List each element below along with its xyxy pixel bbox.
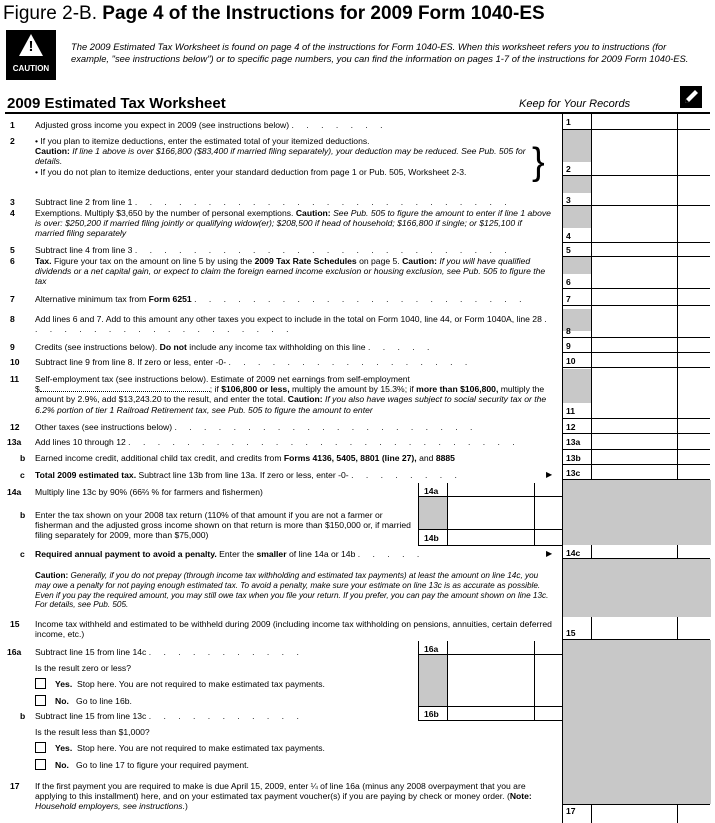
line-8-text: Add lines 6 and 7. Add to this amount any other taxes you expect to include in the total on Form 1040, line 44, or Form 1040A, line 28 . . . . . . . . . . . . . . . . . . . <box>35 314 552 335</box>
box-label: 14c <box>566 548 581 558</box>
inner-rule <box>447 483 448 545</box>
row-rule <box>562 129 710 130</box>
line-7-text: Alternative minimum tax from Form 6251 . . . . . . . . . . . . . . . . . . . . . . . <box>35 294 527 304</box>
box-label: 2 <box>566 164 571 174</box>
arrow-right-icon: ▶ <box>546 470 553 479</box>
row-rule <box>562 479 710 480</box>
title-text: Page 4 of the Instructions for 2009 Form 1040-ES <box>102 3 545 24</box>
no-option-16b <box>55 760 555 770</box>
line-text: Adjusted gross income you expect in 2009 (see instructions below) <box>35 120 290 130</box>
caution-label: CAUTION <box>12 64 50 73</box>
no-checkbox-16a[interactable] <box>35 695 46 706</box>
line-15-text <box>35 619 555 639</box>
caution-lead: Caution: <box>35 146 70 157</box>
arrow-right-icon: ▶ <box>546 549 553 558</box>
line-text: If the first payment you are required to make is due April 15, 2009, enter ¼ of line 16a (minus any 2008 overpayment that you are applying to this installment) here, and on your estimated tax payment voucher(s) if you are paying by check or money order. ( <box>35 781 526 802</box>
inner-rule <box>534 483 535 545</box>
line-text: Subtract line 4 from line 3 <box>35 245 133 255</box>
box-label: 14a <box>424 486 439 496</box>
line-text: Self-employment tax (see instructions below). Estimate of 2009 net earnings from self-employment <box>35 374 410 384</box>
line-number: 9 <box>10 342 15 352</box>
line-1-text: Adjusted gross income you expect in 2009 (see instructions below) . . . . . . . <box>35 120 388 130</box>
caution-block <box>35 571 555 610</box>
inner-rule <box>418 720 563 721</box>
caution-lead: Caution: <box>35 571 69 580</box>
line-text: Income tax withheld and estimated to be withheld during 2009 (including income tax withholding on pensions, annuities, certain deferred income, etc.) <box>35 619 552 640</box>
line-number: 16a <box>7 647 22 657</box>
line-number: 17 <box>10 781 20 791</box>
caution-text: See Pub. 505 to figure the amount to enter if line 1 above is over: $250,200 if married filing jointly or qualifying widow(er); $208,500 if head of household; $166,800 if single; or $125,100 if married filing separately <box>35 208 551 239</box>
line-number: b <box>20 510 26 520</box>
worksheet-top-rule <box>5 112 710 114</box>
line-bold: 2009 Tax Rate Schedules <box>254 256 357 266</box>
line-number: 7 <box>10 294 15 304</box>
line-bold: $106,800 or less, <box>221 384 290 395</box>
caution-lead: Caution: <box>295 208 331 218</box>
line-text: Other taxes (see instructions below) <box>35 422 173 432</box>
line-text: Exemptions. Multiply $3,650 by the number of personal exemptions. <box>35 208 294 218</box>
shade-block <box>563 176 591 193</box>
line-6-text <box>35 256 553 287</box>
line-11-text <box>35 374 553 415</box>
box-label: 1 <box>566 117 571 127</box>
box-label: 3 <box>566 195 571 205</box>
line-number: c <box>20 470 25 480</box>
line-number: 11 <box>10 374 20 384</box>
line-text: If you do not plan to itemize deductions, enter your standard deduction from page 1 or Pub. 505, Worksheet 2-3. <box>40 166 467 177</box>
row-rule <box>562 464 710 465</box>
caution-lead: Caution: <box>402 256 437 266</box>
row-rule <box>562 242 710 243</box>
shade-block <box>563 640 711 804</box>
line-4-text <box>35 208 553 239</box>
row-rule <box>562 175 710 176</box>
line-italic: Household employers, see instructions. <box>35 801 185 812</box>
option-text: Go to line 17 to figure your required payment. <box>76 760 249 770</box>
line-number: 6 <box>10 256 15 266</box>
row-rule <box>562 288 710 289</box>
row-rule <box>562 433 710 434</box>
line-number: b <box>20 453 26 463</box>
line-number: c <box>20 549 25 559</box>
yes-checkbox-16a[interactable] <box>35 678 46 689</box>
line-number: 12 <box>10 422 20 432</box>
row-rule <box>562 804 710 805</box>
line-text: multiply the amount by 2.9%, add $13,243.20 to the result, and enter the total. <box>35 384 545 405</box>
option-label: No. <box>55 760 69 770</box>
inner-rule <box>418 641 419 720</box>
line-bold: Total 2009 estimated tax. <box>35 470 137 480</box>
line-text: Subtract line 15 from line 13c <box>35 711 147 721</box>
line-text: and <box>419 453 434 463</box>
line-text: Figure your tax on the amount on line 5 by using the <box>53 256 253 266</box>
box-label: 13c <box>566 468 581 478</box>
line-number: b <box>20 711 26 721</box>
box-label: 10 <box>566 356 576 366</box>
box-label: 16b <box>424 709 439 719</box>
box-label: 7 <box>566 294 571 304</box>
line-text: Add lines 10 through 12 <box>35 437 126 447</box>
worksheet-title: 2009 Estimated Tax Worksheet <box>7 95 226 112</box>
inner-rule <box>418 706 563 707</box>
shade-block <box>563 559 711 617</box>
line-text: Earned income credit, additional child tax credit, and credits from <box>35 453 282 463</box>
line-9-text: Credits (see instructions below). Do not include any income tax withholding on this line . . . . . <box>35 342 435 352</box>
shade-block <box>419 655 447 706</box>
line-2-text: • If you plan to itemize deductions, enter the estimated total of your itemized deductions. Caution: If line 1 above is over $166,800 ($83,400 if married filing separately), your deduction may be reduced. See Pub. 505 for details. • If you do not plan to itemize deductions, enter your standard deduction from page 1 or Pub. 505, Worksheet 2-3. <box>35 136 526 177</box>
row-rule <box>562 639 710 640</box>
line-14c-text: Required annual payment to avoid a penalty. Enter the smaller of line 14a or 14b . . . . . <box>35 549 425 559</box>
row-rule <box>562 558 710 559</box>
shade-block <box>563 206 591 228</box>
line-text: Subtract line 13b from line 13a. If zero or less, enter -0- <box>138 470 349 480</box>
row-rule <box>562 352 710 353</box>
line-14a-text <box>35 487 415 497</box>
line-13c-text: Total 2009 estimated tax. Subtract line 13b from line 13a. If zero or less, enter -0- . . . . . . . . <box>35 470 462 480</box>
page-title <box>3 3 545 25</box>
line-bold: 8885 <box>435 453 455 463</box>
shade-block <box>563 369 591 403</box>
line-text: Credits (see instructions below). <box>35 342 158 352</box>
option-label: Yes. <box>55 679 73 689</box>
yes-option-16b <box>55 743 555 753</box>
line-text: Subtract line 15 from line 14c <box>35 647 147 657</box>
caution-icon <box>6 30 56 80</box>
inner-rule <box>418 483 419 545</box>
box-label: 13a <box>566 437 581 447</box>
keep-note: Keep for Your Records <box>519 98 631 110</box>
line-5-text: Subtract line 4 from line 3 . . . . . . . . . . . . . . . . . . . . . . . . . . <box>35 245 512 255</box>
intro-text: The 2009 Estimated Tax Worksheet is found on page 4 of the instructions for Form 1040-ES. When this worksheet refers you to instructions (for example, "see instructions below") or to specific page numbers, you can find the information on pages 1-7 of the instructions for 2009 Form 1040-ES. <box>71 41 689 64</box>
box-label: 12 <box>566 422 576 432</box>
line-16b-text: Subtract line 15 from line 13c . . . . . . . . . . . <box>35 711 304 721</box>
caution-text: If you also have wages subject to social security tax or the 6.2% portion of tier 1 Railroad Retirement tax, see Pub. 505 to figure the amount to enter <box>35 394 547 415</box>
caution-lead: Caution: <box>287 394 323 405</box>
row-rule <box>562 205 710 206</box>
caution-text: Generally, if you do not prepay (through income tax withholding and estimated tax payments) at least the amount on line 14c, you may owe a penalty for not paying enough estimated tax. To avoid a penalty, make sure your estimate on line 13c is as accurate as possible. Even if you pay the required amount, you may still owe tax when you file your return. If you prefer, you can pay the amount shown on line 13c. For details, see Pub. 505. <box>35 571 549 610</box>
line-bold: Do not <box>159 342 187 352</box>
yes-option-16a <box>55 679 415 689</box>
box-label: 4 <box>566 231 571 241</box>
line-text: Enter the tax shown on your 2008 tax return (110% of that amount if you are not a farmer or fisherman and the adjusted gross income shown on that return is more than $150,000 or, if married filing separately for 2009, more than $75,000) <box>35 510 411 541</box>
shade-block <box>563 480 711 545</box>
option-label: No. <box>55 696 69 706</box>
box-label: 11 <box>566 406 576 416</box>
no-checkbox-16b[interactable] <box>35 759 46 770</box>
line-text: Enter the <box>219 549 255 559</box>
line-17-text: If the first payment you are required to make is due April 15, 2009, enter ¼ of line 16a (minus any 2008 overpayment that you are applying to this installment) here, and on your estimated tax payment voucher(s) if you are paying by check or money order. (Note: Household employers, see instructions.) <box>35 781 532 812</box>
line-bold: Tax. <box>35 256 52 266</box>
figure-label: Figure 2-B. <box>3 3 97 24</box>
pencil-icon <box>680 86 702 108</box>
line-text: Subtract line 2 from line 1 <box>35 197 133 207</box>
box-label: 13b <box>566 453 581 463</box>
option-label: Yes. <box>55 743 73 753</box>
box-label: 9 <box>566 341 571 351</box>
caution-text: If you will have qualified dividends or a net capital gain, or expect to claim the foreign earned income exclusion or housing exclusion, see Pub. 505 to figure the tax <box>35 256 546 287</box>
line-bold: Forms 4136, 5405, 8801 (line 27), <box>283 453 417 463</box>
line-number: 4 <box>10 208 15 218</box>
line-text: If you plan to itemize deductions, enter the estimated total of your itemized deductions. <box>40 136 370 146</box>
line-text: Alternative minimum tax from <box>35 294 147 304</box>
line-number: 3 <box>10 197 15 207</box>
option-text: Go to line 16b. <box>76 696 132 706</box>
shade-block <box>419 497 447 529</box>
box-label: 5 <box>566 245 571 255</box>
yes-checkbox-16b[interactable] <box>35 742 46 753</box>
box-label: 8 <box>566 326 571 336</box>
inner-rule <box>418 496 563 497</box>
line-13b-text <box>35 453 563 463</box>
line-16a-text: Subtract line 15 from line 14c . . . . . . . . . . . <box>35 647 304 657</box>
row-rule <box>562 367 710 368</box>
option-text: Stop here. You are not required to make estimated tax payments. <box>77 679 325 689</box>
no-option-16a <box>55 696 415 706</box>
row-rule <box>562 449 710 450</box>
inner-rule <box>534 641 535 720</box>
line-text: Multiply line 13c by 90% (66⅔ % for farmers and fishermen) <box>35 487 263 497</box>
inner-rule <box>418 529 563 530</box>
line-number: 5 <box>10 245 15 255</box>
brace-icon: } <box>532 141 545 183</box>
inner-rule <box>447 641 448 720</box>
line-number: 2 <box>10 136 15 146</box>
inner-rule <box>418 654 563 655</box>
box-label: 6 <box>566 277 571 287</box>
line-number: 14a <box>7 487 22 497</box>
inner-rule <box>418 545 563 546</box>
line-3-text: Subtract line 2 from line 1 . . . . . . . . . . . . . . . . . . . . . . . . . . <box>35 197 512 207</box>
line-text: Subtract line 9 from line 8. If zero or less, enter -0- <box>35 357 227 367</box>
line-13a-text: Add lines 10 through 12 . . . . . . . . . . . . . . . . . . . . . . . . . . . <box>35 437 520 447</box>
line-text: $ <box>35 384 40 395</box>
line-bold: more than $106,800, <box>416 384 499 395</box>
row-rule <box>562 256 710 257</box>
line-question: Is the result less than $1,000? <box>35 727 150 737</box>
line-bold: Required annual payment to avoid a penalty. <box>35 549 217 559</box>
line-text: ; if <box>209 384 219 395</box>
line-14b-text <box>35 510 415 541</box>
caution-text: If line 1 above is over $166,800 ($83,400 if married filing separately), your deduction may be reduced. See Pub. 505 for details. <box>35 146 526 167</box>
line-bold: smaller <box>256 549 287 559</box>
line-text: multiply the amount by 15.3%; if <box>291 384 414 395</box>
exclamation-icon: ! <box>28 38 34 55</box>
line-12-text: Other taxes (see instructions below) . . . . . . . . . . . . . . . . . . . . . <box>35 422 478 432</box>
shade-block <box>563 257 591 274</box>
line-number: 10 <box>10 357 20 367</box>
box-label: 17 <box>566 806 576 816</box>
line-number: 8 <box>10 314 15 324</box>
line-bold: Form 6251 <box>148 294 192 304</box>
line-number: 13a <box>7 437 22 447</box>
line-bold: Note: <box>509 791 532 802</box>
box-label: 16a <box>424 644 439 654</box>
line-text: include any income tax withholding on this line <box>189 342 366 352</box>
option-text: Stop here. You are not required to make estimated tax payments. <box>77 743 325 753</box>
row-rule <box>562 337 710 338</box>
row-rule <box>562 418 710 419</box>
line-question: Is the result zero or less? <box>35 663 132 673</box>
shade-block <box>563 130 591 162</box>
line-text: Add lines 6 and 7. Add to this amount any other taxes you expect to include in the total on Form 1040, line 44, or Form 1040A, line 28 <box>35 314 542 324</box>
box-label: 15 <box>566 628 576 638</box>
line-text: on page 5. <box>359 256 400 266</box>
line-number: 1 <box>10 120 15 130</box>
line-text: of line 14a or 14b <box>288 549 356 559</box>
line-number: 15 <box>10 619 20 629</box>
box-label: 14b <box>424 533 439 543</box>
row-rule <box>562 305 710 306</box>
line-10-text: Subtract line 9 from line 8. If zero or less, enter -0- . . . . . . . . . . . . . . . . . <box>35 357 473 367</box>
